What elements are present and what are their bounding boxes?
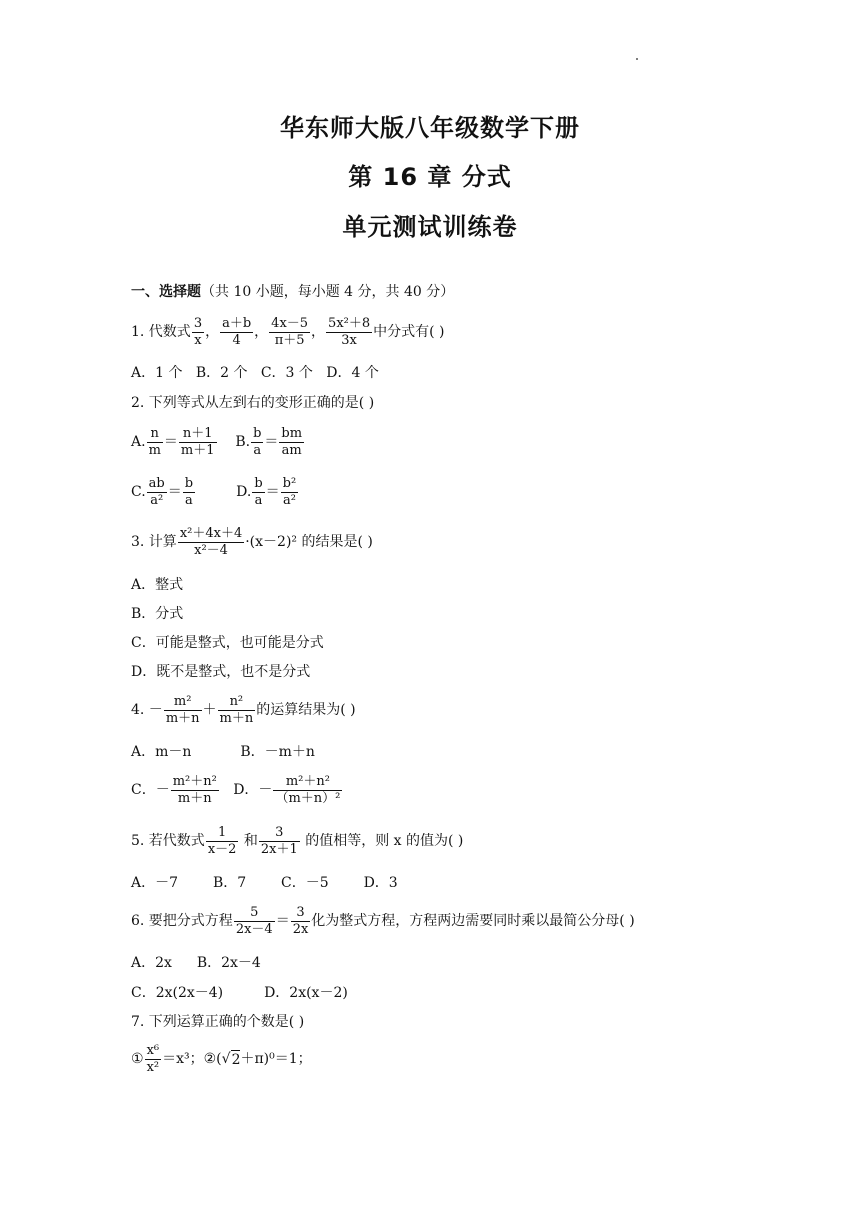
q1-frac-2: $\frac{a+b}{4}$ — [222, 315, 252, 348]
q2-options-ab — [131, 422, 305, 462]
q6-options-cd — [131, 984, 348, 1002]
q2-b-label: B. — [235, 434, 251, 450]
q4-options-cd — [131, 770, 343, 810]
q2-a-right: $\frac{n+1}{m+1}$ — [180, 425, 215, 458]
q4-option-b: B．－m＋n — [240, 744, 315, 760]
q5-option-c: C．－5 — [281, 875, 329, 891]
q1-option-b: B．2 个 — [195, 365, 248, 381]
q7-item2-sqrt: 2 — [231, 1051, 241, 1068]
q5-option-a: A．－7 — [131, 875, 179, 891]
doc-title: 华东师大版八年级数学下册 — [280, 114, 580, 142]
q5-mid: 和 — [243, 833, 258, 849]
q3-option-c: C．可能是整式，也可能是分式 — [131, 635, 324, 651]
chapter-title: 第 16 章 分式 — [348, 163, 512, 191]
section-note: （共 10 小题，每小题 4 分，共 40 分） — [201, 284, 455, 300]
q2-b-left: $\frac{b}{a}$ — [253, 425, 262, 458]
q5-suffix: 的值相等，则 x 的值为( ) — [305, 833, 464, 849]
q5-prefix: 5. 若代数式 — [131, 833, 205, 849]
q2-a-eq: ＝ — [163, 434, 178, 450]
q6-eq: ＝ — [275, 913, 290, 929]
q2-d-right: $\frac{\text{b²}}{\text{a²}}$ — [282, 475, 297, 508]
question-5 — [131, 821, 463, 861]
section-label: 一、选择题 — [131, 284, 201, 300]
page-dot — [636, 58, 638, 60]
q4-plus: ＋ — [202, 702, 217, 718]
q7-item1-label: ① — [131, 1051, 144, 1067]
q2-d-left: $\frac{b}{a}$ — [254, 475, 263, 508]
q4-option-a: A．m－n — [131, 744, 192, 760]
q6-option-a: A．2x — [131, 955, 172, 971]
q1-frac-1: $\frac{3}{x}$ — [193, 315, 203, 348]
test-title: 单元测试训练卷 — [342, 213, 518, 241]
q2-c-right: $\frac{b}{a}$ — [184, 475, 194, 508]
q4-options-ab — [131, 743, 315, 761]
q3-option-d: D．既不是整式，也不是分式 — [131, 664, 311, 680]
sqrt-icon: √ — [221, 1051, 231, 1067]
question-2: 2. 下列等式从左到右的变形正确的是( ) — [131, 395, 375, 411]
question-6 — [131, 901, 635, 941]
q4-option-d-label: D．－ — [233, 782, 273, 798]
q2-b-eq: ＝ — [264, 434, 279, 450]
q3-suffix: ·(x－2)² 的结果是( ) — [245, 534, 373, 550]
q4-frac-1: $\frac{\text{m²}}{m+n}$ — [165, 693, 200, 726]
q2-c-label: C. — [131, 484, 146, 500]
q2-d-eq: ＝ — [265, 484, 280, 500]
q1-option-d: D．4 个 — [326, 365, 379, 381]
q2-options-cd — [131, 472, 299, 512]
q2-b-right: $\frac{bm}{am}$ — [281, 425, 303, 458]
q6-option-d: D．2x(x－2) — [264, 985, 348, 1001]
q2-d-label: D. — [236, 484, 252, 500]
q7-items — [131, 1039, 312, 1079]
q4-frac-2: $\frac{\text{n²}}{m+n}$ — [219, 693, 254, 726]
question-3 — [131, 522, 373, 562]
q1-prefix: 1. 代数式 — [131, 324, 191, 340]
q1-frac-4: $\frac{\text{5x²＋8}}{3x}$ — [328, 315, 371, 348]
q4-option-d-frac: $\frac{\text{m²＋n²}}{\text{（m＋n）²}}$ — [275, 773, 341, 806]
question-7: 7. 下列运算正确的个数是( ) — [131, 1014, 305, 1030]
q5-frac-2: $\frac{3}{2x+1}$ — [260, 824, 298, 857]
q7-item2-rest: ＋π)⁰＝1； — [240, 1051, 312, 1067]
q4-option-c-frac: $\frac{\text{m²＋n²}}{m+n}$ — [172, 773, 217, 806]
q3-option-b: B．分式 — [131, 606, 184, 622]
q4-prefix: 4. － — [131, 702, 163, 718]
q3-frac: $\frac{\text{x²＋4x＋4}}{\text{x²－4}}$ — [179, 525, 243, 558]
q4-suffix: 的运算结果为( ) — [256, 702, 356, 718]
q6-option-b: B．2x－4 — [196, 955, 261, 971]
q6-prefix: 6. 要把分式方程 — [131, 913, 233, 929]
q2-c-left: $\frac{ab}{\text{a²}}$ — [148, 475, 165, 508]
q5-option-d: D．3 — [363, 875, 398, 891]
q5-frac-1: $\frac{1}{x-2}$ — [207, 824, 237, 857]
q1-option-c: C．3 个 — [260, 365, 313, 381]
q1-suffix: 中分式有( ) — [373, 324, 445, 340]
q3-option-a: A．整式 — [131, 577, 184, 593]
q6-frac-1: $\frac{5}{2x-4}$ — [235, 904, 273, 937]
q6-frac-2: $\frac{3}{2x}$ — [292, 904, 309, 937]
q1-frac-3: $\frac{4x-5}{\pi+5}$ — [271, 315, 309, 348]
q5-options — [131, 874, 398, 892]
q1-option-a: A．1 个 — [131, 365, 183, 381]
question-1: 1. 代数式 $\frac{3}{x}$ ， $\frac{a+b}{4}$ ， $\frac{4x-5}{\pi+5}$ ， $\frac{\text{5x²＋8}}{3x}$ 中分式有( ) — [131, 315, 445, 348]
q6-suffix: 化为整式方程，方程两边需要同时乘以最简公分母( ) — [311, 913, 635, 929]
q2-c-eq: ＝ — [167, 484, 182, 500]
q2-a-left: $\frac{n}{m}$ — [148, 425, 161, 458]
q5-option-b: B．7 — [212, 875, 247, 891]
question-4 — [131, 690, 356, 730]
q6-options-ab — [131, 954, 261, 972]
q1-options — [131, 364, 379, 382]
section-heading — [131, 283, 454, 301]
q7-item1-rhs: ＝x³； — [162, 1051, 204, 1067]
q3-prefix: 3. 计算 — [131, 534, 177, 550]
q6-option-c: C．2x(2x－4) — [131, 985, 224, 1001]
q7-item2-label: ②( — [203, 1051, 222, 1067]
q7-item1-frac: $\frac{\text{x⁶}}{\text{x²}}$ — [146, 1042, 160, 1075]
q4-option-c-label: C．－ — [131, 782, 170, 798]
q2-a-label: A. — [131, 434, 146, 450]
